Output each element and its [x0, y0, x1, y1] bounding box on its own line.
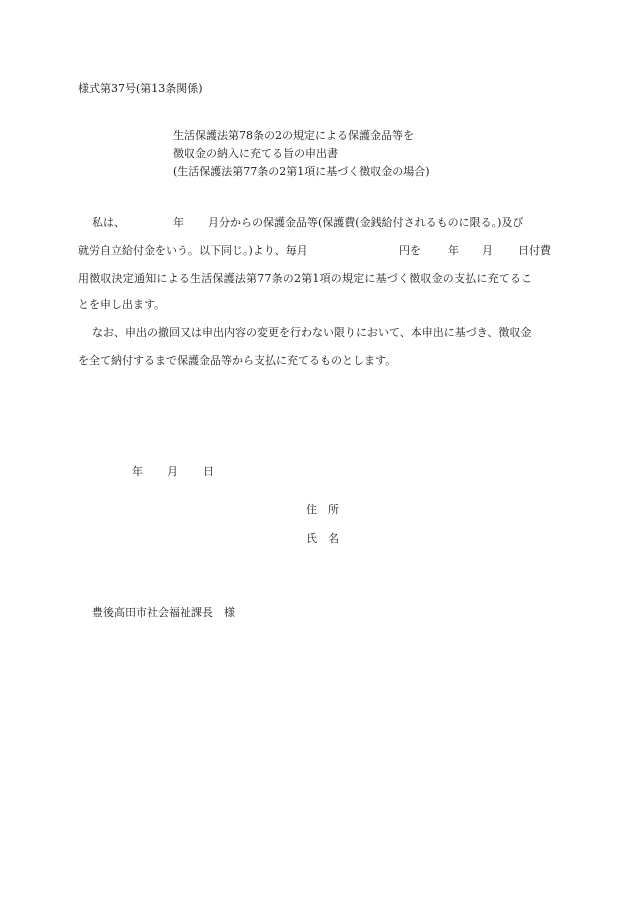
date-day: 日	[203, 465, 214, 478]
body-p1-year: 年	[173, 216, 184, 229]
document-title-line-3: (生活保護法第77条の2第1項に基づく徴収金の場合)	[173, 165, 430, 178]
form-number: 様式第37号(第13条関係)	[78, 82, 203, 95]
body-p2-line1: なお、申出の撤回又は申出内容の変更を行わない限りにおいて、本申出に基づき、徴収金	[92, 326, 532, 339]
name-label: 氏 名	[306, 532, 339, 545]
address-label: 住 所	[306, 503, 339, 516]
date-month: 月	[167, 465, 178, 478]
body-p1-line1-rest: 月分からの保護金品等(保護費(金銭給付されるものに限る。)及び	[208, 216, 524, 229]
body-p1-line3: 用徴収決定通知による生活保護法第77条の2第1項の規定に基づく徴収金の支払に充てるこ	[78, 272, 533, 285]
document-title-line-2: 徴収金の納入に充てる旨の申出書	[173, 147, 338, 160]
body-p1-tsuki: 月	[482, 244, 493, 257]
date-year: 年	[132, 465, 143, 478]
body-p1-line2-start: 就労自立給付金をいう。以下同じ。)より、毎月	[78, 244, 308, 257]
body-p1-nen: 年	[448, 244, 459, 257]
body-p1-hizuke: 日付費	[518, 244, 551, 257]
document-title-line-1: 生活保護法第78条の2の規定による保護金品等を	[173, 129, 414, 142]
body-p1-yen: 円を	[399, 244, 421, 257]
body-p1-line4: とを申し出ます。	[78, 298, 166, 311]
body-p2-line2: を全て納付するまで保護金品等から支払に充てるものとします。	[78, 354, 397, 367]
addressee: 豊後高田市社会福祉課長 様	[92, 606, 235, 619]
body-p1-intro: 私は、	[92, 216, 125, 229]
